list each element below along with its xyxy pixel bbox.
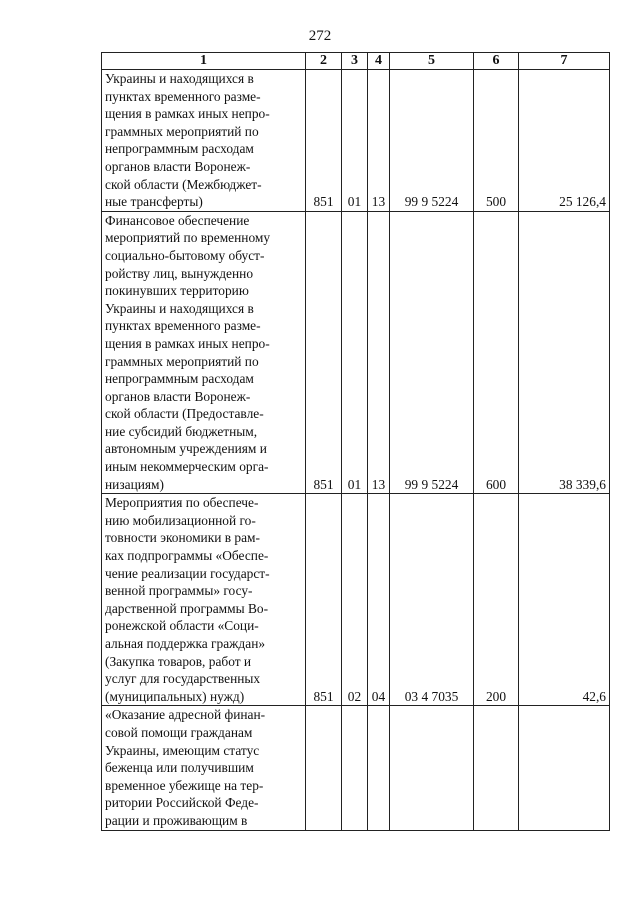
description-line: ках подпрограммы «Обеспе- — [105, 548, 269, 564]
column-header: 6 — [474, 53, 519, 70]
row-description — [102, 706, 306, 830]
description-line: беженца или получившим — [105, 760, 254, 776]
section-code: 01 — [342, 70, 368, 212]
description-line: щения в рамках иных непро- — [105, 106, 270, 122]
description-line: органов власти Воронеж- — [105, 158, 251, 174]
column-header: 3 — [342, 53, 368, 70]
description-line: пунктах временного разме- — [105, 88, 261, 104]
subsection-code: 04 — [368, 494, 390, 706]
description-line: Украины и находящихся в — [105, 71, 254, 86]
ministry-code — [306, 706, 342, 830]
description-line: товности экономики в рам- — [105, 530, 260, 546]
table-header-row — [102, 53, 610, 70]
description-line: иным некоммерческим орга- — [105, 459, 269, 475]
amount: 38 339,6 — [519, 211, 610, 494]
description-line: Украины и находящихся в — [105, 300, 254, 316]
description-line: Украины, имеющим статус — [105, 742, 260, 758]
table-row — [102, 70, 610, 212]
section-code: 01 — [342, 211, 368, 494]
description-line: щения в рамках иных непро- — [105, 335, 270, 351]
subsection-code — [368, 706, 390, 830]
ministry-code: 851 — [306, 494, 342, 706]
description-line: «Оказание адресной финан- — [105, 707, 266, 723]
expense-type-code: 200 — [474, 494, 519, 706]
description-line: ные трансферты) — [105, 194, 203, 210]
column-header: 5 — [390, 53, 474, 70]
description-line: непрограммным расходам — [105, 141, 254, 157]
target-item-code: 99 9 5224 — [390, 70, 474, 212]
column-header: 7 — [519, 53, 610, 70]
description-line: (Закупка товаров, работ и — [105, 653, 252, 669]
ministry-code: 851 — [306, 70, 342, 212]
description-line: мероприятий по временному — [105, 230, 271, 246]
row-description — [102, 70, 306, 212]
row-description — [102, 494, 306, 706]
description-line: ронежской области «Соци- — [105, 618, 259, 634]
column-header: 1 — [102, 53, 306, 70]
description-line: ритории Российской Феде- — [105, 795, 259, 811]
amount: 42,6 — [519, 494, 610, 706]
description-line: нию мобилизационной го- — [105, 512, 256, 528]
expense-type-code — [474, 706, 519, 830]
subsection-code: 13 — [368, 70, 390, 212]
description-line: ройству лиц, вынужденно — [105, 265, 254, 281]
expense-type-code: 500 — [474, 70, 519, 212]
description-line: социально-бытовому обуст- — [105, 247, 265, 263]
description-line: граммных мероприятий по — [105, 123, 259, 139]
amount: 25 126,4 — [519, 70, 610, 212]
page-number: 272 — [308, 28, 332, 44]
description-line: (муниципальных) нужд) — [105, 688, 245, 704]
description-line: услуг для государственных — [105, 671, 261, 687]
budget-table — [101, 52, 610, 831]
description-line: временное убежище на тер- — [105, 777, 264, 793]
description-line: ние субсидий бюджетным, — [105, 423, 258, 439]
description-line: непрограммным расходам — [105, 371, 254, 387]
ministry-code: 851 — [306, 211, 342, 494]
table-body — [102, 70, 610, 831]
subsection-code: 13 — [368, 211, 390, 494]
description-line: Финансовое обеспечение — [105, 212, 250, 228]
table-row — [102, 494, 610, 706]
description-line: венной программы» госу- — [105, 583, 253, 599]
description-line: низациям) — [105, 476, 164, 492]
description-line: альная поддержка граждан» — [105, 636, 266, 651]
description-line: органов власти Воронеж- — [105, 388, 251, 404]
target-item-code: 99 9 5224 — [390, 211, 474, 494]
column-header: 2 — [306, 53, 342, 70]
column-header: 4 — [368, 53, 390, 70]
description-line: ской области (Предоставле- — [105, 406, 264, 422]
amount — [519, 706, 610, 830]
description-line: чение реализации государст- — [105, 565, 270, 581]
section-code: 02 — [342, 494, 368, 706]
table-row — [102, 706, 610, 830]
target-item-code — [390, 706, 474, 830]
description-line: автономным учреждениям и — [105, 441, 267, 457]
description-line: пунктах временного разме- — [105, 318, 261, 334]
description-line: дарственной программы Во- — [105, 600, 269, 616]
description-line: Мероприятия по обеспече- — [105, 495, 259, 511]
section-code — [342, 706, 368, 830]
table-row — [102, 211, 610, 494]
description-line: покинувших территорию — [105, 283, 249, 299]
target-item-code: 03 4 7035 — [390, 494, 474, 706]
description-line: граммных мероприятий по — [105, 353, 259, 369]
description-line: рации и проживающим в — [105, 812, 248, 828]
row-description — [102, 211, 306, 494]
expense-type-code: 600 — [474, 211, 519, 494]
description-line: совой помощи гражданам — [105, 724, 253, 740]
description-line: ской области (Межбюджет- — [105, 176, 262, 192]
